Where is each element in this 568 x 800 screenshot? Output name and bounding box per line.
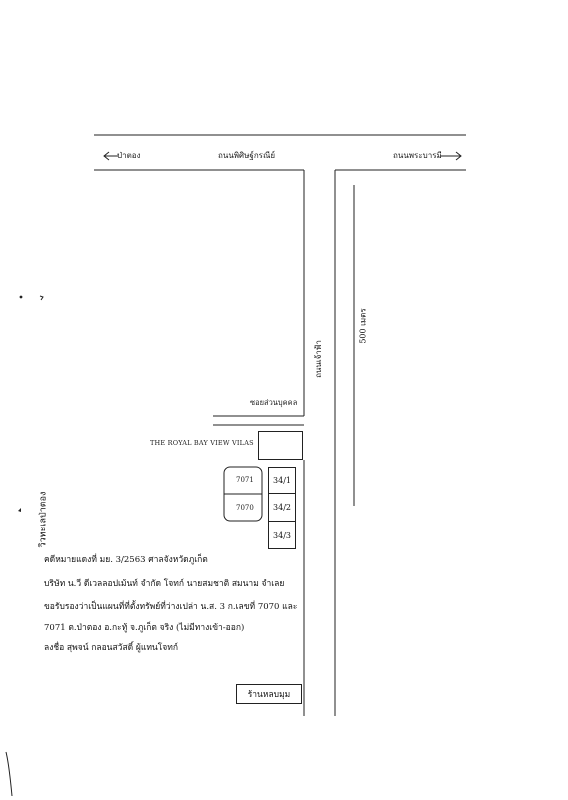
villa-label: THE ROYAL BAY VIEW VILAS <box>150 439 254 447</box>
patong-direction-label: ป่าตอง <box>117 151 141 160</box>
plot-34-3: 34/3 <box>268 521 296 549</box>
plot-34-1: 34/1 <box>268 467 296 494</box>
parcel-7071: 7071 <box>236 476 254 484</box>
note-line-2: บริษัท น.วี ดีเวลลอปเม้นท์ จำกัด โจทก์ นายสมชาติ สมนาม จำเลย <box>44 579 285 589</box>
private-alley-label: ซอยส่วนบุคคล <box>250 398 298 407</box>
note-line-3: ขอรับรองว่าเป็นแผนที่ที่ตั้งทรัพย์ที่ว่างเปล่า น.ส. 3 ก.เลขที่ 7070 และ <box>44 602 298 612</box>
top-right-road-label: ถนนพระบารมี <box>393 151 442 160</box>
note-line-5: ลงชื่อ สุพจน์ กลอนสวัสดิ์ ผู้แทนโจทก์ <box>44 643 179 653</box>
note-line-1: คดีหมายแดงที่ มย. 3/2563 ศาลจังหวัดภูเก็ต <box>44 555 208 565</box>
shop-box: ร้านหลบมุม <box>236 684 302 704</box>
note-line-4: 7071 ต.ป่าตอง อ.กะทู้ จ.ภูเก็ต จริง (ไม่มีทางเข้า-ออก) <box>44 623 245 633</box>
plot-34-2: 34/2 <box>268 493 296 522</box>
villa-box <box>258 431 303 460</box>
speck-mark <box>20 296 23 299</box>
margin-triangle-mark <box>18 508 21 512</box>
distance-label: 500 เมตร <box>358 308 368 344</box>
corner-curve-mark <box>6 752 12 796</box>
vertical-road-label: ถนนเจ้าฟ้า <box>313 340 323 378</box>
left-vertical-label: วิวทะเลป่าตอง <box>38 491 49 548</box>
scribble-mark <box>40 296 43 300</box>
top-road-label: ถนนพิศิษฐ์กรณีย์ <box>218 151 276 160</box>
parcel-7070: 7070 <box>236 504 254 512</box>
